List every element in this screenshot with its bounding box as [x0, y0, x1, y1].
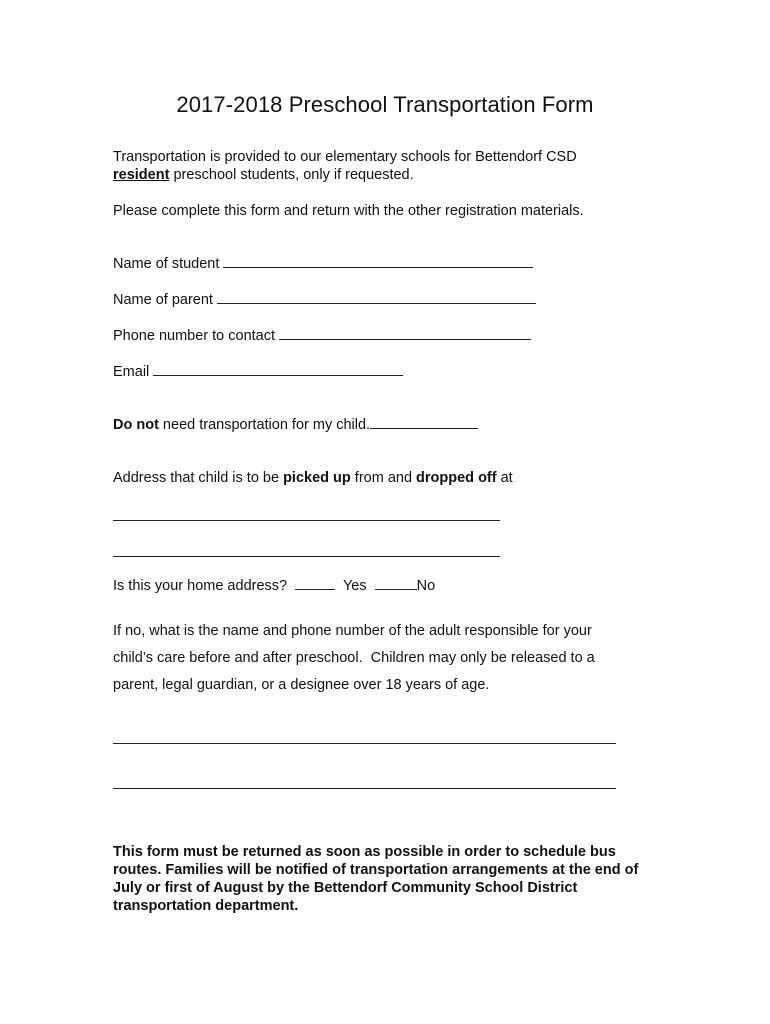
email-label: Email — [113, 364, 154, 380]
responsible-line-1: If no, what is the name and phone number of the adult responsible for your — [113, 623, 592, 639]
intro-line-1: Transportation is provided to our elementary schools for Bettendorf CSD — [113, 149, 577, 165]
instructions: Please complete this form and return with the other registration materials. — [113, 203, 584, 219]
no-transport-row — [113, 416, 478, 434]
parent-name-field[interactable] — [217, 291, 536, 304]
email-field[interactable] — [153, 363, 403, 376]
address-prompt — [113, 469, 513, 487]
do-not-emphasis: Do not — [113, 417, 159, 433]
resident-emphasis: resident — [113, 167, 170, 183]
picked-up-emphasis: picked up — [283, 470, 351, 486]
email-row — [113, 363, 403, 381]
no-transport-field[interactable] — [370, 416, 478, 429]
dropped-off-emphasis: dropped off — [416, 470, 497, 486]
home-no-label: No — [416, 578, 436, 594]
parent-name-label: Name of parent — [113, 292, 217, 308]
responsible-answer-line-1[interactable] — [113, 743, 616, 744]
intro-line-2-text: preschool students, only if requested. — [169, 167, 414, 183]
responsible-line-2: child’s care before and after preschool. Children may only be released to a — [113, 650, 595, 666]
student-name-row — [113, 255, 533, 273]
home-yes-field[interactable] — [295, 577, 335, 590]
home-address-row — [113, 577, 435, 595]
address-line-2[interactable] — [113, 556, 500, 557]
phone-field[interactable] — [279, 327, 531, 340]
home-no-field[interactable] — [375, 577, 417, 590]
address-line-1[interactable] — [113, 520, 500, 521]
address-prefix: Address that child is to be — [113, 470, 284, 486]
no-transport-text: need transportation for my child. — [158, 417, 371, 433]
parent-name-row — [113, 291, 536, 309]
form-title: 2017-2018 Preschool Transportation Form — [176, 92, 594, 117]
student-name-field[interactable] — [223, 255, 533, 268]
intro-line-2 — [113, 166, 414, 184]
responsible-line-3: parent, legal guardian, or a designee over 18 years of age. — [113, 677, 490, 693]
address-middle: from and — [350, 470, 417, 486]
footer-notice: This form must be returned as soon as possible in order to schedule bus routes. Families will be notified of transportation arrangements at the end of July or first of August by the Bettendorf Community School District transportation department. — [113, 844, 639, 914]
home-question: Is this your home address? — [113, 578, 296, 594]
phone-label: Phone number to contact — [113, 328, 280, 344]
student-name-label: Name of student — [113, 256, 224, 272]
phone-row — [113, 327, 531, 345]
home-yes-label: Yes — [335, 578, 375, 594]
responsible-answer-line-2[interactable] — [113, 788, 616, 789]
address-suffix: at — [496, 470, 513, 486]
